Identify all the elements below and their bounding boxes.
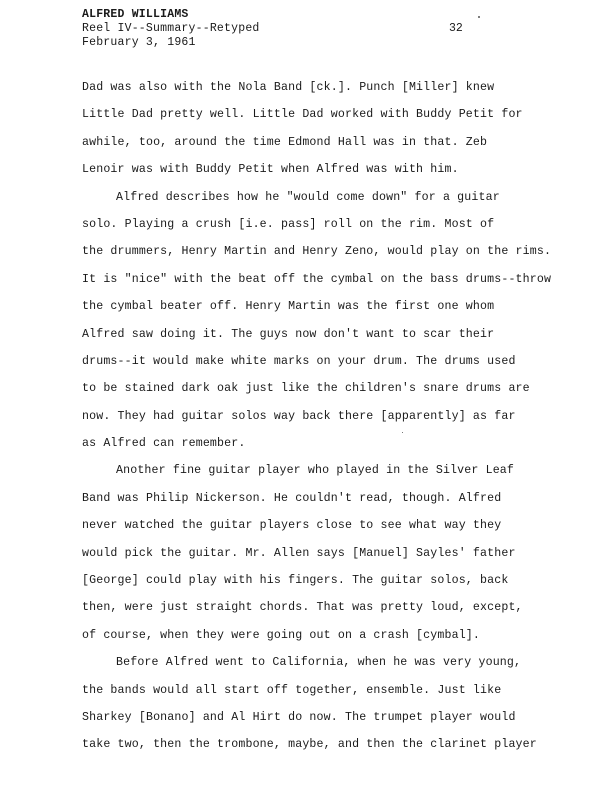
text-line: Another fine guitar player who played in the Silver Leaf: [116, 464, 515, 478]
text-line: Band was Philip Nickerson. He couldn't read, though. Alfred: [82, 491, 502, 505]
text-line: the cymbal beater off. Henry Martin was the first one whom: [82, 300, 495, 314]
interview-date: February 3, 1961: [82, 36, 196, 49]
text-line: as Alfred can remember.: [82, 437, 246, 451]
text-line: It is "nice" with the beat off the cymbal on the bass drums--throw: [82, 272, 552, 286]
text-line: the drummers, Henry Martin and Henry Zeno, would play on the rims.: [82, 245, 552, 259]
text-line: take two, then the trombone, maybe, and then the clarinet player: [82, 738, 537, 752]
text-line: awhile, too, around the time Edmond Hall was in that. Zeb: [82, 135, 488, 149]
page-number: 32: [449, 22, 463, 35]
text-line: Alfred describes how he "would come down" for a guitar: [116, 190, 500, 204]
text-line: to be stained dark oak just like the children's snare drums are: [82, 382, 530, 396]
text-line: drums--it would make white marks on your drum. The drums used: [82, 354, 516, 368]
text-line: Before Alfred went to California, when he was very young,: [116, 656, 522, 670]
page-header: [82, 8, 260, 50]
scan-speck: [478, 16, 480, 18]
text-line: solo. Playing a crush [i.e. pass] roll on the rim. Most of: [82, 217, 495, 231]
text-line: Little Dad pretty well. Little Dad worked with Buddy Petit for: [82, 108, 523, 122]
text-line: [George] could play with his fingers. The guitar solos, back: [82, 574, 509, 588]
text-line: never watched the guitar players close to see what way they: [82, 519, 502, 533]
transcript-body: [82, 78, 582, 763]
text-line: now. They had guitar solos way back there [apparently] as far: [82, 409, 516, 423]
text-line: the bands would all start off together, ensemble. Just like: [82, 683, 502, 697]
text-line: Dad was also with the Nola Band [ck.]. Punch [Miller] knew: [82, 81, 495, 94]
text-line: Lenoir was with Buddy Petit when Alfred was with him.: [82, 163, 459, 177]
reel-label: Reel IV--Summary--Retyped: [82, 22, 260, 35]
interviewee-name: ALFRED WILLIAMS: [82, 8, 189, 21]
text-line: Alfred saw doing it. The guys now don't want to scar their: [82, 327, 495, 341]
text-line: Sharkey [Bonano] and Al Hirt do now. The trumpet player would: [82, 710, 516, 724]
text-line: would pick the guitar. Mr. Allen says [Manuel] Sayles' father: [82, 546, 516, 560]
text-line: of course, when they were going out on a crash [cymbal].: [82, 628, 481, 642]
text-line: then, were just straight chords. That was pretty loud, except,: [82, 601, 523, 615]
